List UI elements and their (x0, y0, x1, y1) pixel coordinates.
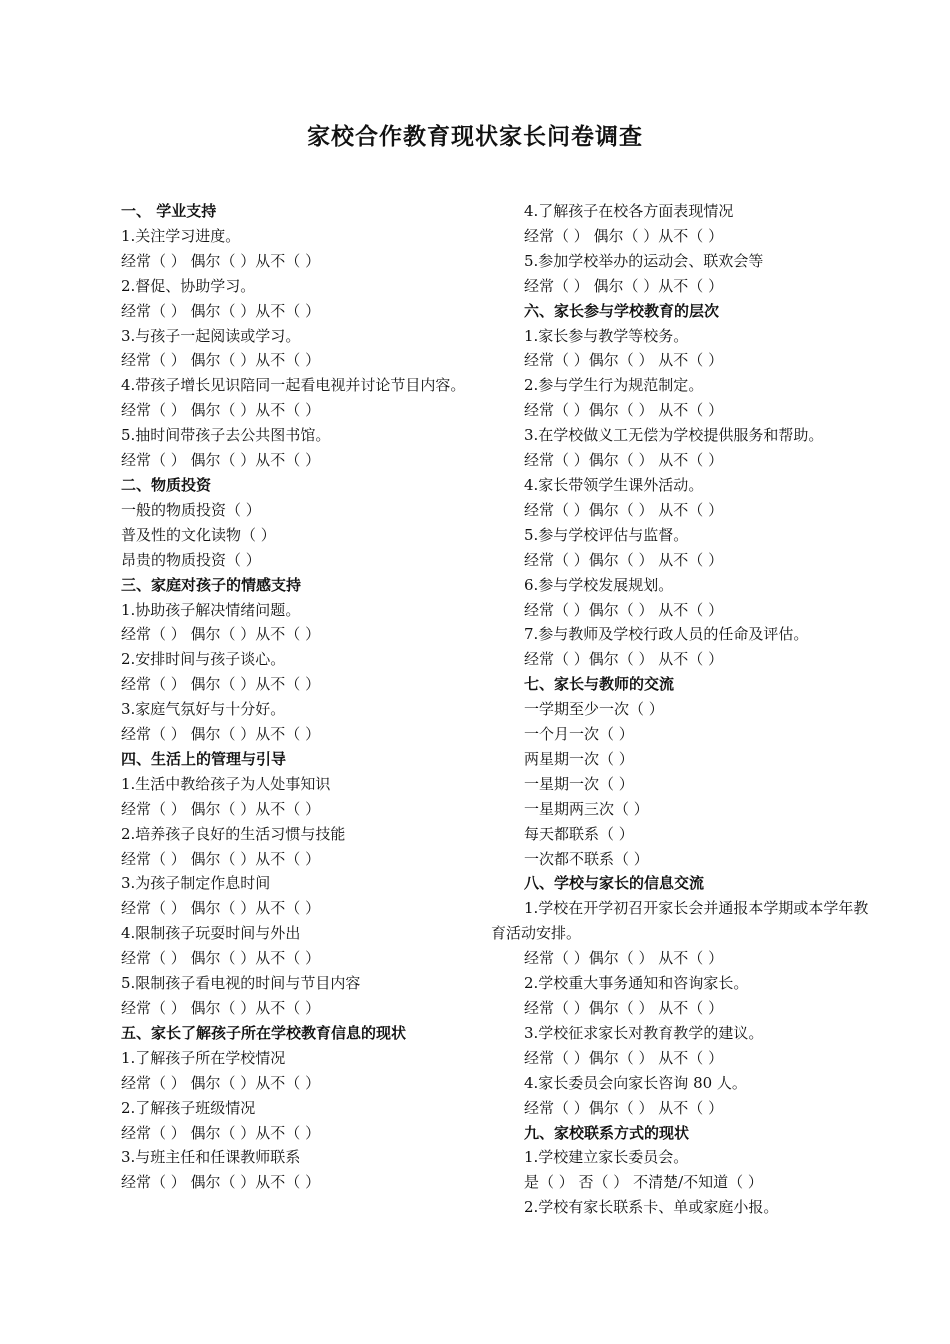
section-heading: 九、家校联系方式的现状 (524, 1123, 690, 1142)
question-line: 每天都联系（ ） (524, 824, 634, 843)
question-line: 7.参与教师及学校行政人员的任命及评估。 (524, 625, 809, 644)
question-line: 2.学校重大事务通知和咨询家长。 (524, 974, 749, 993)
question-line: 经常（ ）偶尔（ ） 从不（ ） (524, 1048, 724, 1067)
question-line: 经常（ ） 偶尔（ ）从不（ ） (121, 725, 321, 744)
question-line: 3.家庭气氛好与十分好。 (121, 700, 286, 719)
question-line: 4.限制孩子玩耍时间与外出 (121, 924, 301, 943)
section-heading: 二、物质投资 (121, 475, 212, 494)
question-line: 经常（ ）偶尔（ ） 从不（ ） (524, 401, 724, 420)
question-line: 经常（ ）偶尔（ ） 从不（ ） (524, 351, 724, 370)
question-line: 经常（ ）偶尔（ ） 从不（ ） (524, 600, 724, 619)
question-line: 5.抽时间带孩子去公共图书馆。 (121, 426, 331, 445)
question-line: 4.家长带领学生课外活动。 (524, 475, 704, 494)
question-line: 2.了解孩子班级情况 (121, 1098, 256, 1117)
question-line: 经常（ ） 偶尔（ ）从不（ ） (121, 1073, 321, 1092)
question-line: 2.督促、协助学习。 (121, 276, 256, 295)
question-line: 一星期两三次（ ） (524, 799, 649, 818)
question-line: 经常（ ）偶尔（ ） 从不（ ） (524, 650, 724, 669)
question-line: 一学期至少一次（ ） (524, 700, 664, 719)
question-line: 4.带孩子增长见识陪同一起看电视并讨论节目内容。 (121, 376, 466, 395)
question-line: 1.家长参与教学等校务。 (524, 326, 689, 345)
section-heading: 四、生活上的管理与引导 (121, 749, 287, 768)
section-heading: 三、家庭对孩子的情感支持 (121, 575, 302, 594)
question-line: 一次都不联系（ ） (524, 849, 649, 868)
question-line: 经常（ ） 偶尔（ ）从不（ ） (121, 999, 321, 1017)
question-line: 经常（ ）偶尔（ ） 从不（ ） (524, 949, 724, 968)
question-line: 一星期一次（ ） (524, 774, 634, 793)
question-line: 3.学校征求家长对教育教学的建议。 (524, 1023, 764, 1042)
question-line: 经常（ ） 偶尔（ ）从不（ ） (524, 276, 724, 295)
right-column (491, 199, 871, 1220)
question-line: 1.学校建立家长委员会。 (524, 1148, 689, 1167)
question-line: 1.关注学习进度。 (121, 226, 241, 245)
question-line: 3.与班主任和任课教师联系 (121, 1148, 301, 1167)
question-line: 2.学校有家长联系卡、单或家庭小报。 (524, 1198, 779, 1217)
question-line: 5.参与学校评估与监督。 (524, 525, 689, 544)
question-line: 经常（ ） 偶尔（ ）从不（ ） (121, 251, 321, 270)
question-line: 经常（ ） 偶尔（ ）从不（ ） (121, 451, 321, 470)
document-title: 家校合作教育现状家长问卷调查 (307, 123, 643, 150)
question-line: 是（ ） 否（ ） 不清楚/不知道（ ） (524, 1173, 763, 1192)
question-line: 1.协助孩子解决情绪问题。 (121, 600, 301, 619)
question-line: 5.参加学校举办的运动会、联欢会等 (524, 251, 764, 270)
question-line: 经常（ ） 偶尔（ ）从不（ ） (121, 675, 321, 694)
question-line: 经常（ ） 偶尔（ ）从不（ ） (121, 625, 321, 644)
question-line: 一个月一次（ ） (524, 725, 634, 744)
question-line: 经常（ ） 偶尔（ ）从不（ ） (121, 849, 321, 868)
question-line: 经常（ ） 偶尔（ ）从不（ ） (121, 351, 321, 370)
section-heading: 五、家长了解孩子所在学校教育信息的现状 (121, 1023, 407, 1042)
question-line: 经常（ ） 偶尔（ ）从不（ ） (121, 949, 321, 968)
question-line: 经常（ ） 偶尔（ ）从不（ ） (121, 1173, 321, 1192)
question-line: 普及性的文化读物（ ） (121, 525, 276, 544)
question-line: 经常（ ）偶尔（ ） 从不（ ） (524, 451, 724, 470)
question-line: 2.安排时间与孩子谈心。 (121, 650, 286, 669)
question-line: 经常（ ） 偶尔（ ）从不（ ） (121, 799, 321, 818)
question-line: 3.为孩子制定作息时间 (121, 874, 271, 893)
question-line: 4.了解孩子在校各方面表现情况 (524, 202, 734, 220)
question-line: 3.与孩子一起阅读或学习。 (121, 326, 301, 345)
section-heading: 八、学校与家长的信息交流 (524, 874, 705, 893)
question-line: 4.家长委员会向家长咨询 80 人。 (524, 1073, 747, 1092)
question-line: 3.在学校做义工无偿为学校提供服务和帮助。 (524, 426, 824, 445)
question-line: 两星期一次（ ） (524, 749, 634, 768)
question-line: 2.参与学生行为规范制定。 (524, 376, 704, 395)
left-column (88, 199, 468, 1195)
question-line: 1.了解孩子所在学校情况 (121, 1048, 286, 1067)
question-line: 1.生活中教给孩子为人处事知识 (121, 774, 331, 793)
question-line: 经常（ ）偶尔（ ） 从不（ ） (524, 500, 724, 519)
question-line: 5.限制孩子看电视的时间与节目内容 (121, 974, 361, 993)
section-heading: 七、家长与教师的交流 (524, 675, 675, 694)
question-line: 经常（ ） 偶尔（ ）从不（ ） (121, 899, 321, 918)
question-line: 经常（ ）偶尔（ ） 从不（ ） (524, 1098, 724, 1117)
question-line: 6.参与学校发展规划。 (524, 575, 674, 594)
question-line: 经常（ ） 偶尔（ ）从不（ ） (121, 301, 321, 320)
question-line: 一般的物质投资（ ） (121, 500, 261, 519)
question-line: 昂贵的物质投资（ ） (121, 550, 261, 569)
question-line: 经常（ ） 偶尔（ ）从不（ ） (121, 1123, 321, 1142)
section-heading: 一、 学业支持 (121, 202, 217, 220)
question-line: 经常（ ）偶尔（ ） 从不（ ） (524, 999, 724, 1017)
question-line: 经常（ ） 偶尔（ ）从不（ ） (524, 226, 724, 245)
question-line: 2.培养孩子良好的生活习惯与技能 (121, 824, 346, 843)
question-line: 经常（ ） 偶尔（ ）从不（ ） (121, 401, 321, 420)
section-heading: 六、家长参与学校教育的层次 (524, 301, 720, 320)
question-line: 经常（ ）偶尔（ ） 从不（ ） (524, 550, 724, 569)
question-line: 1.学校在开学初召开家长会并通报本学期或本学年教育活动安排。 (491, 899, 869, 943)
